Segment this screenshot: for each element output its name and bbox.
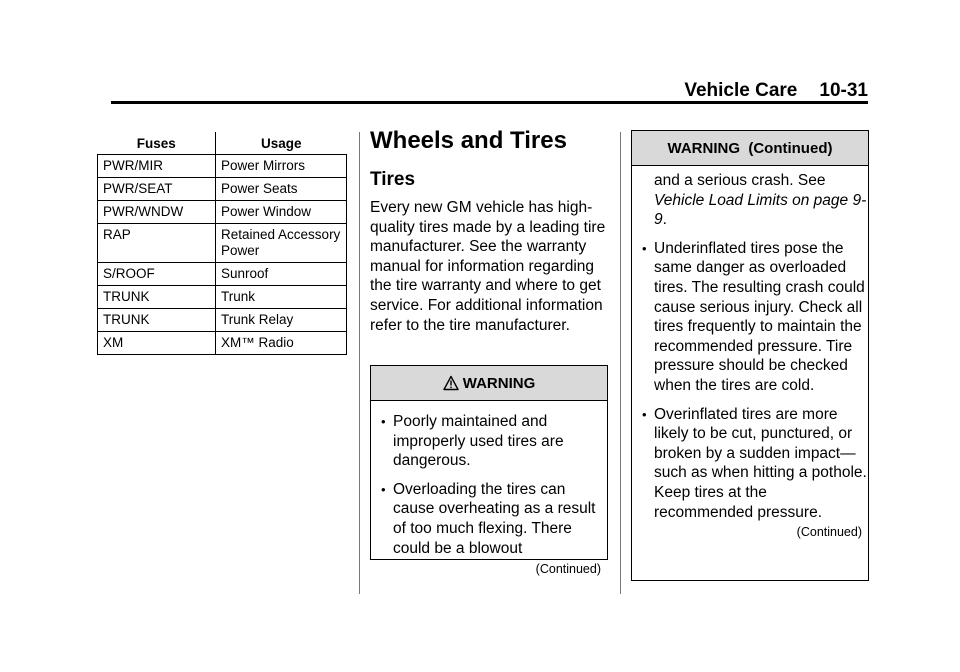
- table-row: [98, 332, 347, 355]
- table-row: [98, 201, 347, 224]
- continued-text: [632, 171, 868, 230]
- header-rule: [111, 101, 868, 104]
- body-paragraph: Every new GM vehicle has high-quality tires made by a leading tire manufacturer. See the warranty manual for information regarding the tire warranty and where to get service. For additional information refer to the tire manufacturer.: [370, 199, 606, 334]
- fuse-cell: PWR/MIR: [98, 155, 216, 178]
- list-item-text: Poorly maintained and improperly used tires are dangerous.: [393, 413, 564, 470]
- continued-text-lead: and a serious crash. See: [654, 172, 826, 189]
- list-item-text: Overloading the tires can cause overheating as a result of too much flexing. There could be a blowout: [393, 480, 596, 557]
- column-divider: [620, 132, 621, 594]
- warning-title: WARNING: [462, 374, 536, 392]
- table-row: [98, 309, 347, 332]
- fuse-table: [97, 132, 347, 355]
- usage-cell: Power Mirrors: [216, 155, 347, 178]
- main-column: [370, 125, 610, 335]
- list-item-text: Overinflated tires are more likely to be cut, punctured, or broken by a sudden impact— such as when hitting a pothole. Keep tires at the recommended pressure.: [654, 405, 867, 521]
- usage-cell: Trunk Relay: [216, 309, 347, 332]
- page-header: [111, 80, 868, 102]
- continued-label: (Continued): [796, 525, 862, 540]
- warning-box-continued: [631, 130, 869, 581]
- fuse-cell: XM: [98, 332, 216, 355]
- warning-header: [632, 131, 868, 166]
- usage-cell: Power Window: [216, 201, 347, 224]
- section-title: Vehicle Care: [684, 80, 798, 101]
- usage-cell: Retained Accessory Power: [216, 224, 347, 263]
- bullet-icon: •: [642, 240, 647, 256]
- bullet-icon: •: [642, 406, 647, 422]
- warning-title: WARNING (Continued): [667, 139, 833, 157]
- table-row: [98, 155, 347, 178]
- fuse-cell: RAP: [98, 224, 216, 263]
- continued-label: (Continued): [535, 562, 601, 577]
- fuse-cell: PWR/WNDW: [98, 201, 216, 224]
- page-number: 10-31: [819, 80, 868, 101]
- column-header-fuses: Fuses: [98, 132, 216, 155]
- bullet-icon: •: [381, 481, 386, 497]
- warning-triangle-icon: [443, 375, 459, 391]
- column-divider: [359, 132, 360, 594]
- page-title: Wheels and Tires: [370, 127, 567, 154]
- warning-list: [371, 401, 607, 558]
- usage-cell: Power Seats: [216, 178, 347, 201]
- column-header-usage: Usage: [216, 132, 347, 155]
- bullet-icon: •: [381, 414, 386, 429]
- warning-header: [371, 366, 607, 401]
- fuse-cell: TRUNK: [98, 286, 216, 309]
- fuse-cell: S/ROOF: [98, 263, 216, 286]
- table-row: [98, 224, 347, 263]
- list-item-text: Underinflated tires pose the same danger as overloaded tires. The resulting crash could cause serious injury. Check all tires frequently to maintain the recommended pressure. Tire pressure should be checked when the tires are cold.: [654, 239, 865, 394]
- warning-box: [370, 365, 608, 577]
- list-item: [632, 239, 868, 396]
- cross-reference: Vehicle Load Limits on page 9-9: [654, 191, 867, 229]
- usage-cell: Sunroof: [216, 263, 347, 286]
- table-row: [98, 178, 347, 201]
- fuse-cell: TRUNK: [98, 309, 216, 332]
- fuse-cell: PWR/SEAT: [98, 178, 216, 201]
- table-row: [98, 263, 347, 286]
- list-item: [371, 412, 607, 471]
- table-header-row: [98, 132, 347, 155]
- warning-list: [632, 239, 868, 522]
- usage-cell: XM™ Radio: [216, 332, 347, 355]
- continued-text-end: .: [662, 211, 667, 229]
- list-item: [371, 480, 607, 558]
- section-heading: Tires: [370, 169, 416, 190]
- list-item: [632, 405, 868, 523]
- table-row: [98, 286, 347, 309]
- usage-cell: Trunk: [216, 286, 347, 309]
